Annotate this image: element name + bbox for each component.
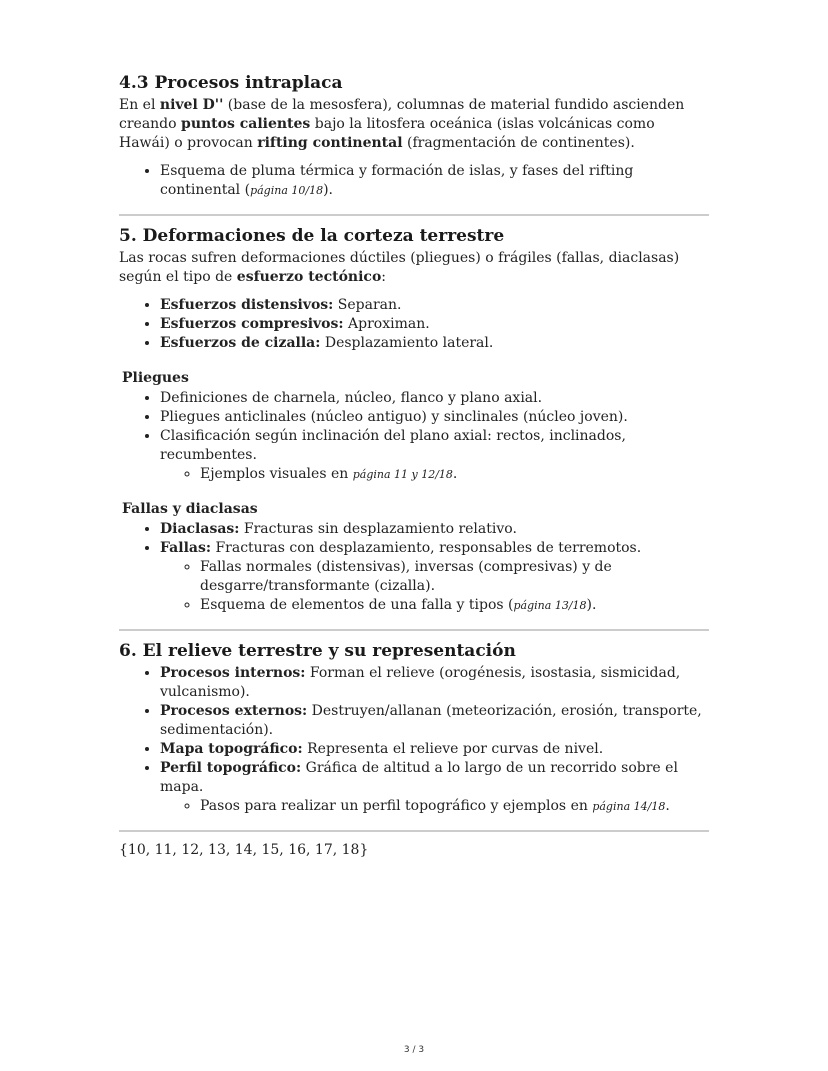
- text: bajo la litosfera oceánica (islas volcánicas como Hawái) o provocan: [119, 116, 655, 151]
- list-item: [160, 427, 709, 484]
- bold-term: nivel D'': [159, 97, 224, 113]
- list-item: [200, 797, 709, 816]
- page-reference: página 10/18: [250, 184, 324, 197]
- bold-term: Diaclasas:: [160, 521, 240, 537]
- text: Desplazamiento lateral.: [320, 335, 494, 351]
- bold-term: esfuerzo tectónico: [236, 269, 382, 285]
- list-item: • Pliegues anticlinales (núcleo antiguo) y sinclinales (núcleo joven).: [160, 408, 709, 427]
- text: ).: [323, 182, 333, 198]
- list-item: • Definiciones de charnela, núcleo, flanco y plano axial.: [160, 389, 709, 408]
- section-5: [119, 225, 709, 615]
- list-item: [160, 740, 709, 759]
- text: Representa el relieve por curvas de nivel.: [302, 741, 604, 757]
- bullet-list: [119, 520, 709, 615]
- section-4-3: [119, 72, 709, 200]
- text: Clasificación según inclinación del plano axial: rectos, inclinados, recumbentes.: [160, 428, 626, 463]
- section-paragraph: [119, 249, 709, 287]
- bullet-list: [119, 162, 709, 200]
- text: Fracturas con desplazamiento, responsables de terremotos.: [211, 540, 642, 556]
- text: En el: [119, 97, 160, 113]
- list-item: [200, 596, 709, 615]
- text: (fragmentación de continentes).: [402, 135, 635, 151]
- sub-bullet-list: [160, 797, 709, 816]
- list-item: [160, 162, 709, 200]
- bold-term: puntos calientes: [181, 116, 311, 132]
- bold-term: Esfuerzos distensivos:: [160, 297, 334, 313]
- bullet-list: [119, 389, 709, 484]
- list-item: [160, 520, 709, 539]
- section-title: 5. Deformaciones de la corteza terrestre: [119, 226, 505, 246]
- section-divider: [119, 629, 709, 631]
- text: Esquema de pluma térmica y formación de islas, y fases del rifting continental (: [160, 163, 634, 198]
- page-reference: página 13/18: [513, 599, 587, 612]
- list-item: ◦ Fallas normales (distensivas), inversas (compresivas) y de desgarre/transformante (cizalla).: [200, 558, 709, 596]
- page-list: {10, 11, 12, 13, 14, 15, 16, 17, 18}: [119, 842, 369, 858]
- list-item: [160, 315, 709, 334]
- list-item: [160, 759, 709, 816]
- text: Ejemplos visuales en: [200, 466, 353, 482]
- section-6: [119, 640, 709, 816]
- bold-term: Fallas:: [160, 540, 212, 556]
- text: (base de la mesosfera), columnas de material fundido ascienden creando: [119, 97, 685, 132]
- subsection-fallas: [119, 500, 709, 615]
- bold-term: rifting continental: [257, 135, 403, 151]
- text: Gráfica de altitud a lo largo de un recorrido sobre el mapa.: [160, 760, 678, 795]
- bullet-list: [119, 664, 709, 816]
- text: Forman el relieve (orogénesis, isostasia, sismicidad, vulcanismo).: [160, 665, 681, 700]
- text: Fracturas sin desplazamiento relativo.: [239, 521, 517, 537]
- bold-term: Perfil topográfico:: [160, 760, 302, 776]
- sub-bullet-list: [160, 465, 709, 484]
- text: Las rocas sufren deformaciones dúctiles (pliegues) o frágiles (fallas, diaclasas) según el tipo de: [119, 250, 680, 285]
- document-page: [119, 72, 709, 860]
- text: Destruyen/allanan (meteorización, erosión, transporte, sedimentación).: [160, 703, 702, 738]
- bold-term: Procesos internos:: [160, 665, 306, 681]
- list-item: [160, 539, 709, 615]
- bold-term: Esfuerzos compresivos:: [160, 316, 344, 332]
- text: Aproximan.: [343, 316, 430, 332]
- section-title: 4.3 Procesos intraplaca: [119, 73, 343, 93]
- section-divider: [119, 214, 709, 216]
- text: :: [381, 269, 386, 285]
- list-item: [200, 465, 709, 484]
- page-number: 3 / 3: [403, 1045, 425, 1055]
- section-title: 6. El relieve terrestre y su representación: [119, 641, 516, 661]
- text: Separan.: [333, 297, 402, 313]
- bold-term: Esfuerzos de cizalla:: [160, 335, 321, 351]
- text: Esquema de elementos de una falla y tipos (: [200, 597, 514, 613]
- page-reference: página 14/18: [592, 800, 666, 813]
- subsection-pliegues: [119, 369, 709, 484]
- text: .: [452, 466, 458, 482]
- list-item: [160, 334, 709, 353]
- list-item: [160, 664, 709, 702]
- bold-term: Mapa topográfico:: [160, 741, 303, 757]
- text: ).: [586, 597, 597, 613]
- section-divider: [119, 830, 709, 832]
- page-reference: página 11 y 12/18: [352, 468, 453, 481]
- section-paragraph: [119, 96, 709, 153]
- bullet-list-efforts: [119, 296, 709, 353]
- text: .: [665, 798, 670, 814]
- text: Pasos para realizar un perfil topográfico y ejemplos en: [200, 798, 593, 814]
- subsection-title: Pliegues: [122, 370, 189, 386]
- sub-bullet-list: [160, 558, 709, 615]
- list-item: [160, 702, 709, 740]
- list-item: [160, 296, 709, 315]
- bold-term: Procesos externos:: [160, 703, 308, 719]
- subsection-title: Fallas y diaclasas: [122, 501, 258, 517]
